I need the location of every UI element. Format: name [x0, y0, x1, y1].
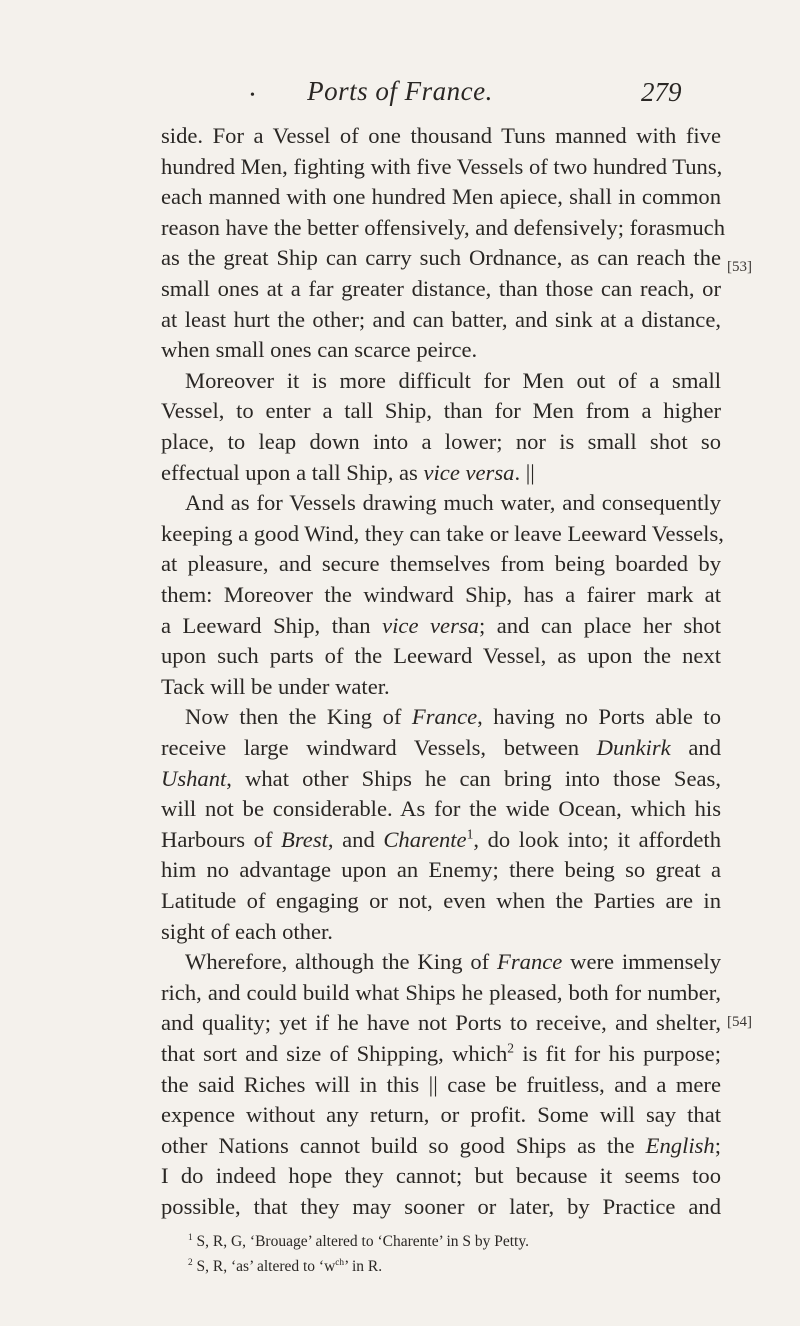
text-line: him no advantage upon an Enemy; there being so great a [161, 857, 721, 883]
margin-page-ref: [53] [727, 259, 752, 275]
text-line: place, to leap down into a lower; nor is small shot so [161, 429, 721, 454]
text-line: Now then the King of France, having no Ports able to [185, 704, 722, 730]
text-line: Vessel, to enter a tall Ship, than for Men from a higher [161, 398, 721, 424]
text-line: Latitude of engaging or not, even when the Parties are in [161, 888, 721, 913]
text-line: will not be considerable. As for the wide Ocean, which his [161, 796, 721, 822]
text-line: Harbours of Brest, and Charente$^1$, do look into; it affordeth [161, 826, 721, 852]
running-title: Ports of France. [307, 76, 493, 106]
text-line: Moreover it is more difficult for Men out of a small [185, 367, 721, 393]
header-bullet: • [250, 88, 255, 103]
running-header [0, 76, 800, 110]
footnote: $^2$ S, R, ‘as’ altered to ‘$w^{ch}$’ in R. [188, 1257, 383, 1275]
text-line: expence without any return, or profit. Some will say that [161, 1102, 721, 1128]
text-line: at pleasure, and secure themselves from being boarded by [161, 551, 721, 577]
text-line: Ushant, what other Ships he can bring into those Seas, [161, 765, 721, 791]
text-line: and quality; yet if he have not Ports to receive, and shelter, [161, 1010, 721, 1036]
text-line: the said Riches will in this || case be fruitless, and a mere [161, 1071, 721, 1097]
text-line: as the great Ship can carry such Ordnance, as can reach the [161, 245, 721, 271]
text-line: side. For a Vessel of one thousand Tuns manned with five [161, 123, 721, 148]
text-line: keeping a good Wind, they can take or leave Leeward Vessels, [161, 520, 724, 546]
text-line: a Leeward Ship, than vice versa; and can place her shot [161, 612, 721, 638]
text-line: Wherefore, although the King of France were immensely [185, 949, 721, 975]
text-line: upon such parts of the Leeward Vessel, as upon the next [161, 643, 721, 669]
text-line: each manned with one hundred Men apiece, shall in common [161, 184, 721, 210]
text-line: rich, and could build what Ships he pleased, both for number, [161, 979, 721, 1005]
text-line: reason have the better offensively, and defensively; forasmuch [161, 214, 726, 240]
text-line: other Nations cannot build so good Ships as the English; [161, 1132, 721, 1158]
text-line: them: Moreover the windward Ship, has a fairer mark at [161, 582, 721, 607]
text-line: hundred Men, fighting with five Vessels of two hundred Tuns, [161, 153, 723, 179]
text-line: effectual upon a tall Ship, as vice versa. || [161, 459, 535, 485]
text-line: at least hurt the other; and can batter, and sink at a distance, [161, 306, 721, 332]
text-line: small ones at a far greater distance, than those can reach, or [161, 276, 721, 301]
text-line: And as for Vessels drawing much water, and consequently [185, 490, 721, 516]
text-line: receive large windward Vessels, between Dunkirk and [161, 735, 721, 760]
text-line: possible, that they may sooner or later, by Practice and [161, 1194, 721, 1219]
text-line: when small ones can scarce peirce. [161, 337, 478, 363]
text-line: Tack will be under water. [161, 673, 390, 699]
text-line: sight of each other. [161, 918, 333, 944]
margin-page-ref: [54] [727, 1014, 752, 1030]
text-line: that sort and size of Shipping, which$^2$ is fit for his purpose; [161, 1040, 721, 1066]
footnote: $^1$ S, R, G, ‘Brouage’ altered to ‘Charente’ in S by Petty. [188, 1232, 529, 1250]
page-number: 279 [641, 77, 682, 107]
text-line: I do indeed hope they cannot; but because it seems too [161, 1163, 721, 1189]
